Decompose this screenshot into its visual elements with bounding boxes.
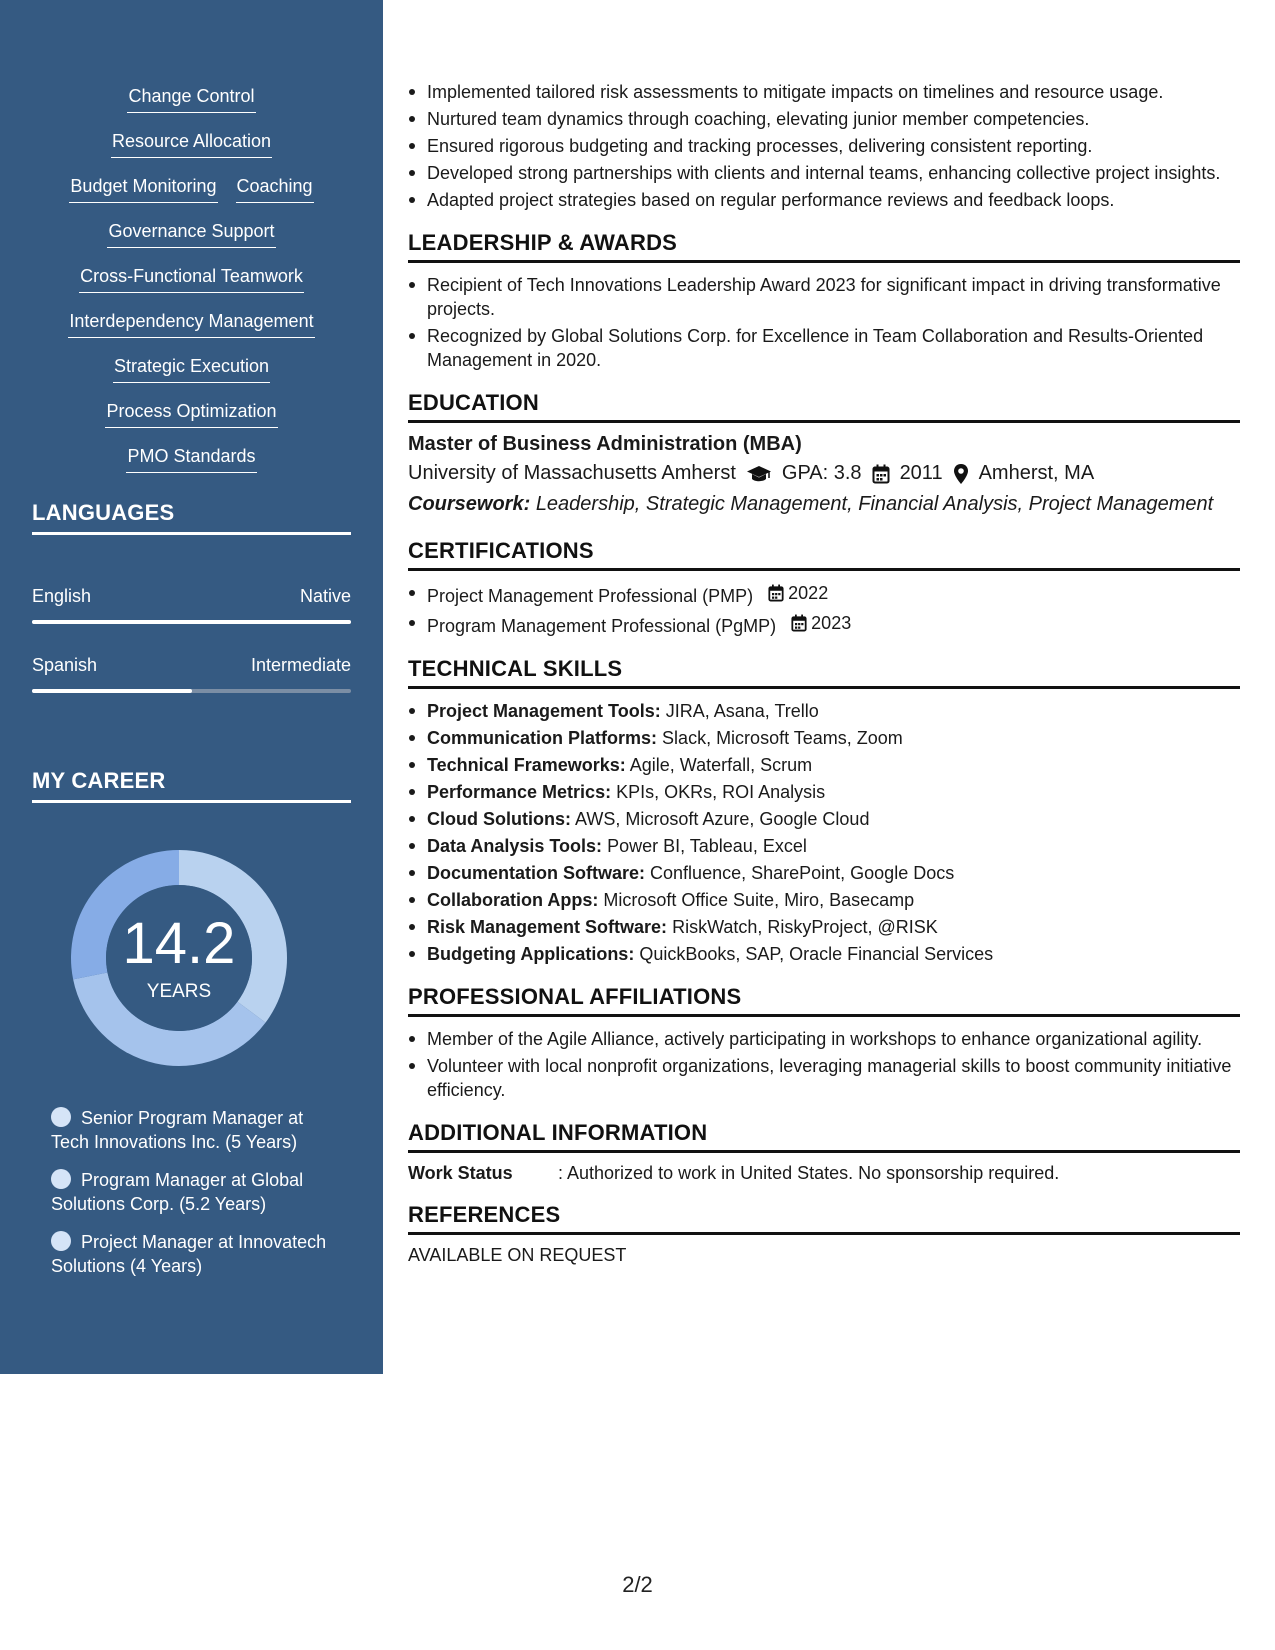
languages-heading: LANGUAGES [32,500,351,535]
page-number: 2/2 [622,1572,653,1597]
skill-category-label: Performance Metrics: [427,782,612,802]
skill-row [0,356,383,401]
certification-name: Program Management Professional (PgMP) [427,616,777,636]
technical-skills-list [408,699,1240,966]
skill-row [0,176,383,221]
skill-tag: Process Optimization [105,401,277,428]
skill-category-value: Agile, Waterfall, Scrum [629,755,813,775]
list-item [408,942,1240,966]
skill-category-label: Project Management Tools: [427,701,661,721]
language-level: Native [299,586,351,606]
additional-info-heading: ADDITIONAL INFORMATION [408,1120,1240,1153]
skill-category-value: RiskWatch, RiskyProject, @RISK [672,917,938,937]
career-item-text: Senior Program Manager at Tech Innovations Inc. (5 Years) [51,1108,304,1152]
references-text: AVAILABLE ON REQUEST [408,1245,627,1265]
career-donut-chart [66,845,292,1071]
language-level: Intermediate [250,655,351,675]
list-item [408,611,1240,638]
education-year: 2011 [899,462,943,484]
affiliations-list [408,1027,1240,1102]
education-location: Amherst, MA [978,462,1095,484]
references-heading: REFERENCES [408,1202,1240,1235]
list-item [408,807,1240,831]
skill-category-value: Slack, Microsoft Teams, Zoom [662,728,903,748]
list-item: Adapted project strategies based on regular performance reviews and feedback loops. [408,188,1240,212]
language-bar-fill [32,689,192,693]
list-item: Developed strong partnerships with clients and internal teams, enhancing collective project insights. [408,161,1240,185]
skill-tag: Change Control [127,86,255,113]
education-heading: EDUCATION [408,390,1240,423]
list-item [408,753,1240,777]
calendar-icon [768,584,784,602]
skill-category-label: Risk Management Software: [427,917,668,937]
main-content [408,80,1240,1266]
bullet-dot-icon [51,1107,71,1127]
career-list [51,1106,341,1292]
career-item-text: Program Manager at Global Solutions Corp. (5.2 Years) [51,1170,304,1214]
leadership-heading: LEADERSHIP & AWARDS [408,230,1240,263]
list-item [408,699,1240,723]
skill-tag: Strategic Execution [113,356,270,383]
skill-row [0,266,383,311]
skill-category-label: Technical Frameworks: [427,755,626,775]
language-name: English [32,586,92,606]
career-item-text: Project Manager at Innovatech Solutions (4 Years) [51,1232,327,1276]
list-item: Volunteer with local nonprofit organizations, leveraging managerial skills to boost community initiative efficiency. [408,1054,1240,1102]
skill-category-label: Cloud Solutions: [427,809,571,829]
career-item [51,1168,341,1216]
list-item: Recipient of Tech Innovations Leadership Award 2023 for significant impact in driving transformative projects. [408,273,1240,321]
certification-year: 2023 [811,613,852,633]
work-status-label: Work Status [408,1163,513,1183]
skills-list [0,86,383,491]
coursework-text: Leadership, Strategic Management, Financial Analysis, Project Management [535,493,1214,515]
skill-tag: PMO Standards [126,446,256,473]
language-name: Spanish [32,655,98,675]
skill-category-value: Microsoft Office Suite, Miro, Basecamp [603,890,915,910]
affiliations-heading: PROFESSIONAL AFFILIATIONS [408,984,1240,1017]
list-item: Member of the Agile Alliance, actively participating in workshops to enhance organizational agility. [408,1027,1240,1051]
education-coursework [408,493,1240,516]
list-item: Ensured rigorous budgeting and tracking processes, delivering consistent reporting. [408,134,1240,158]
bullet-dot-icon [51,1169,71,1189]
sidebar [0,0,383,1374]
list-item [408,581,1240,608]
skill-row [0,446,383,491]
education-details [408,462,1240,485]
education-degree: Master of Business Administration (MBA) [408,433,802,455]
skill-row [0,311,383,356]
skill-category-label: Communication Platforms: [427,728,658,748]
certifications-heading: CERTIFICATIONS [408,538,1240,571]
education-school: University of Massachusetts Amherst [408,462,736,484]
skill-category-value: KPIs, OKRs, ROI Analysis [616,782,826,802]
career-total-unit: YEARS [146,981,212,1002]
list-item [408,888,1240,912]
list-item: Recognized by Global Solutions Corp. for Excellence in Team Collaboration and Results-Oriented Management in 2020. [408,324,1240,372]
language-bar [32,620,351,624]
skill-category-value: AWS, Microsoft Azure, Google Cloud [575,809,870,829]
list-item: Implemented tailored risk assessments to mitigate impacts on timelines and resource usage. [408,80,1240,104]
list-item [408,834,1240,858]
technical-skills-heading: TECHNICAL SKILLS [408,656,1240,689]
experience-bullets [408,80,1240,212]
list-item [408,780,1240,804]
leadership-list [408,273,1240,372]
list-item [408,915,1240,939]
skill-tag: Resource Allocation [111,131,272,158]
skill-row [0,86,383,131]
skill-category-label: Budgeting Applications: [427,944,635,964]
skill-category-label: Data Analysis Tools: [427,836,603,856]
language-bar [32,689,351,693]
coursework-label: Coursework: [408,493,531,515]
certifications-list [408,581,1240,638]
calendar-icon [791,614,807,632]
skill-tag: Interdependency Management [68,311,314,338]
work-status-row [408,1163,1240,1184]
skill-row [0,401,383,446]
work-status-value: : Authorized to work in United States. No sponsorship required. [558,1163,1060,1183]
graduation-cap-icon [746,464,772,484]
skill-tag: Cross-Functional Teamwork [79,266,304,293]
calendar-icon [872,464,890,484]
skill-category-label: Collaboration Apps: [427,890,599,910]
certification-name: Project Management Professional (PMP) [427,586,754,606]
language-spanish [32,655,351,693]
career-item [51,1230,341,1278]
location-pin-icon [953,463,969,485]
skill-category-value: Power BI, Tableau, Excel [607,836,807,856]
career-item [51,1106,341,1154]
skill-category-value: Confluence, SharePoint, Google Docs [650,863,955,883]
list-item [408,726,1240,750]
education-gpa: GPA: 3.8 [781,462,862,484]
skill-category-value: JIRA, Asana, Trello [665,701,819,721]
list-item [408,861,1240,885]
skill-category-value: QuickBooks, SAP, Oracle Financial Services [639,944,994,964]
language-english [32,586,351,624]
skill-row [0,131,383,176]
bullet-dot-icon [51,1231,71,1251]
skill-tag: Governance Support [107,221,275,248]
skill-category-label: Documentation Software: [427,863,646,883]
list-item: Nurtured team dynamics through coaching, elevating junior member competencies. [408,107,1240,131]
certification-year: 2022 [788,583,829,603]
skill-row [0,221,383,266]
language-bar-fill [32,620,351,624]
career-heading: MY CAREER [32,768,351,803]
career-total-value: 14.2 [122,911,236,976]
skill-tag: Coaching [236,176,314,203]
skill-tag: Budget Monitoring [69,176,217,203]
